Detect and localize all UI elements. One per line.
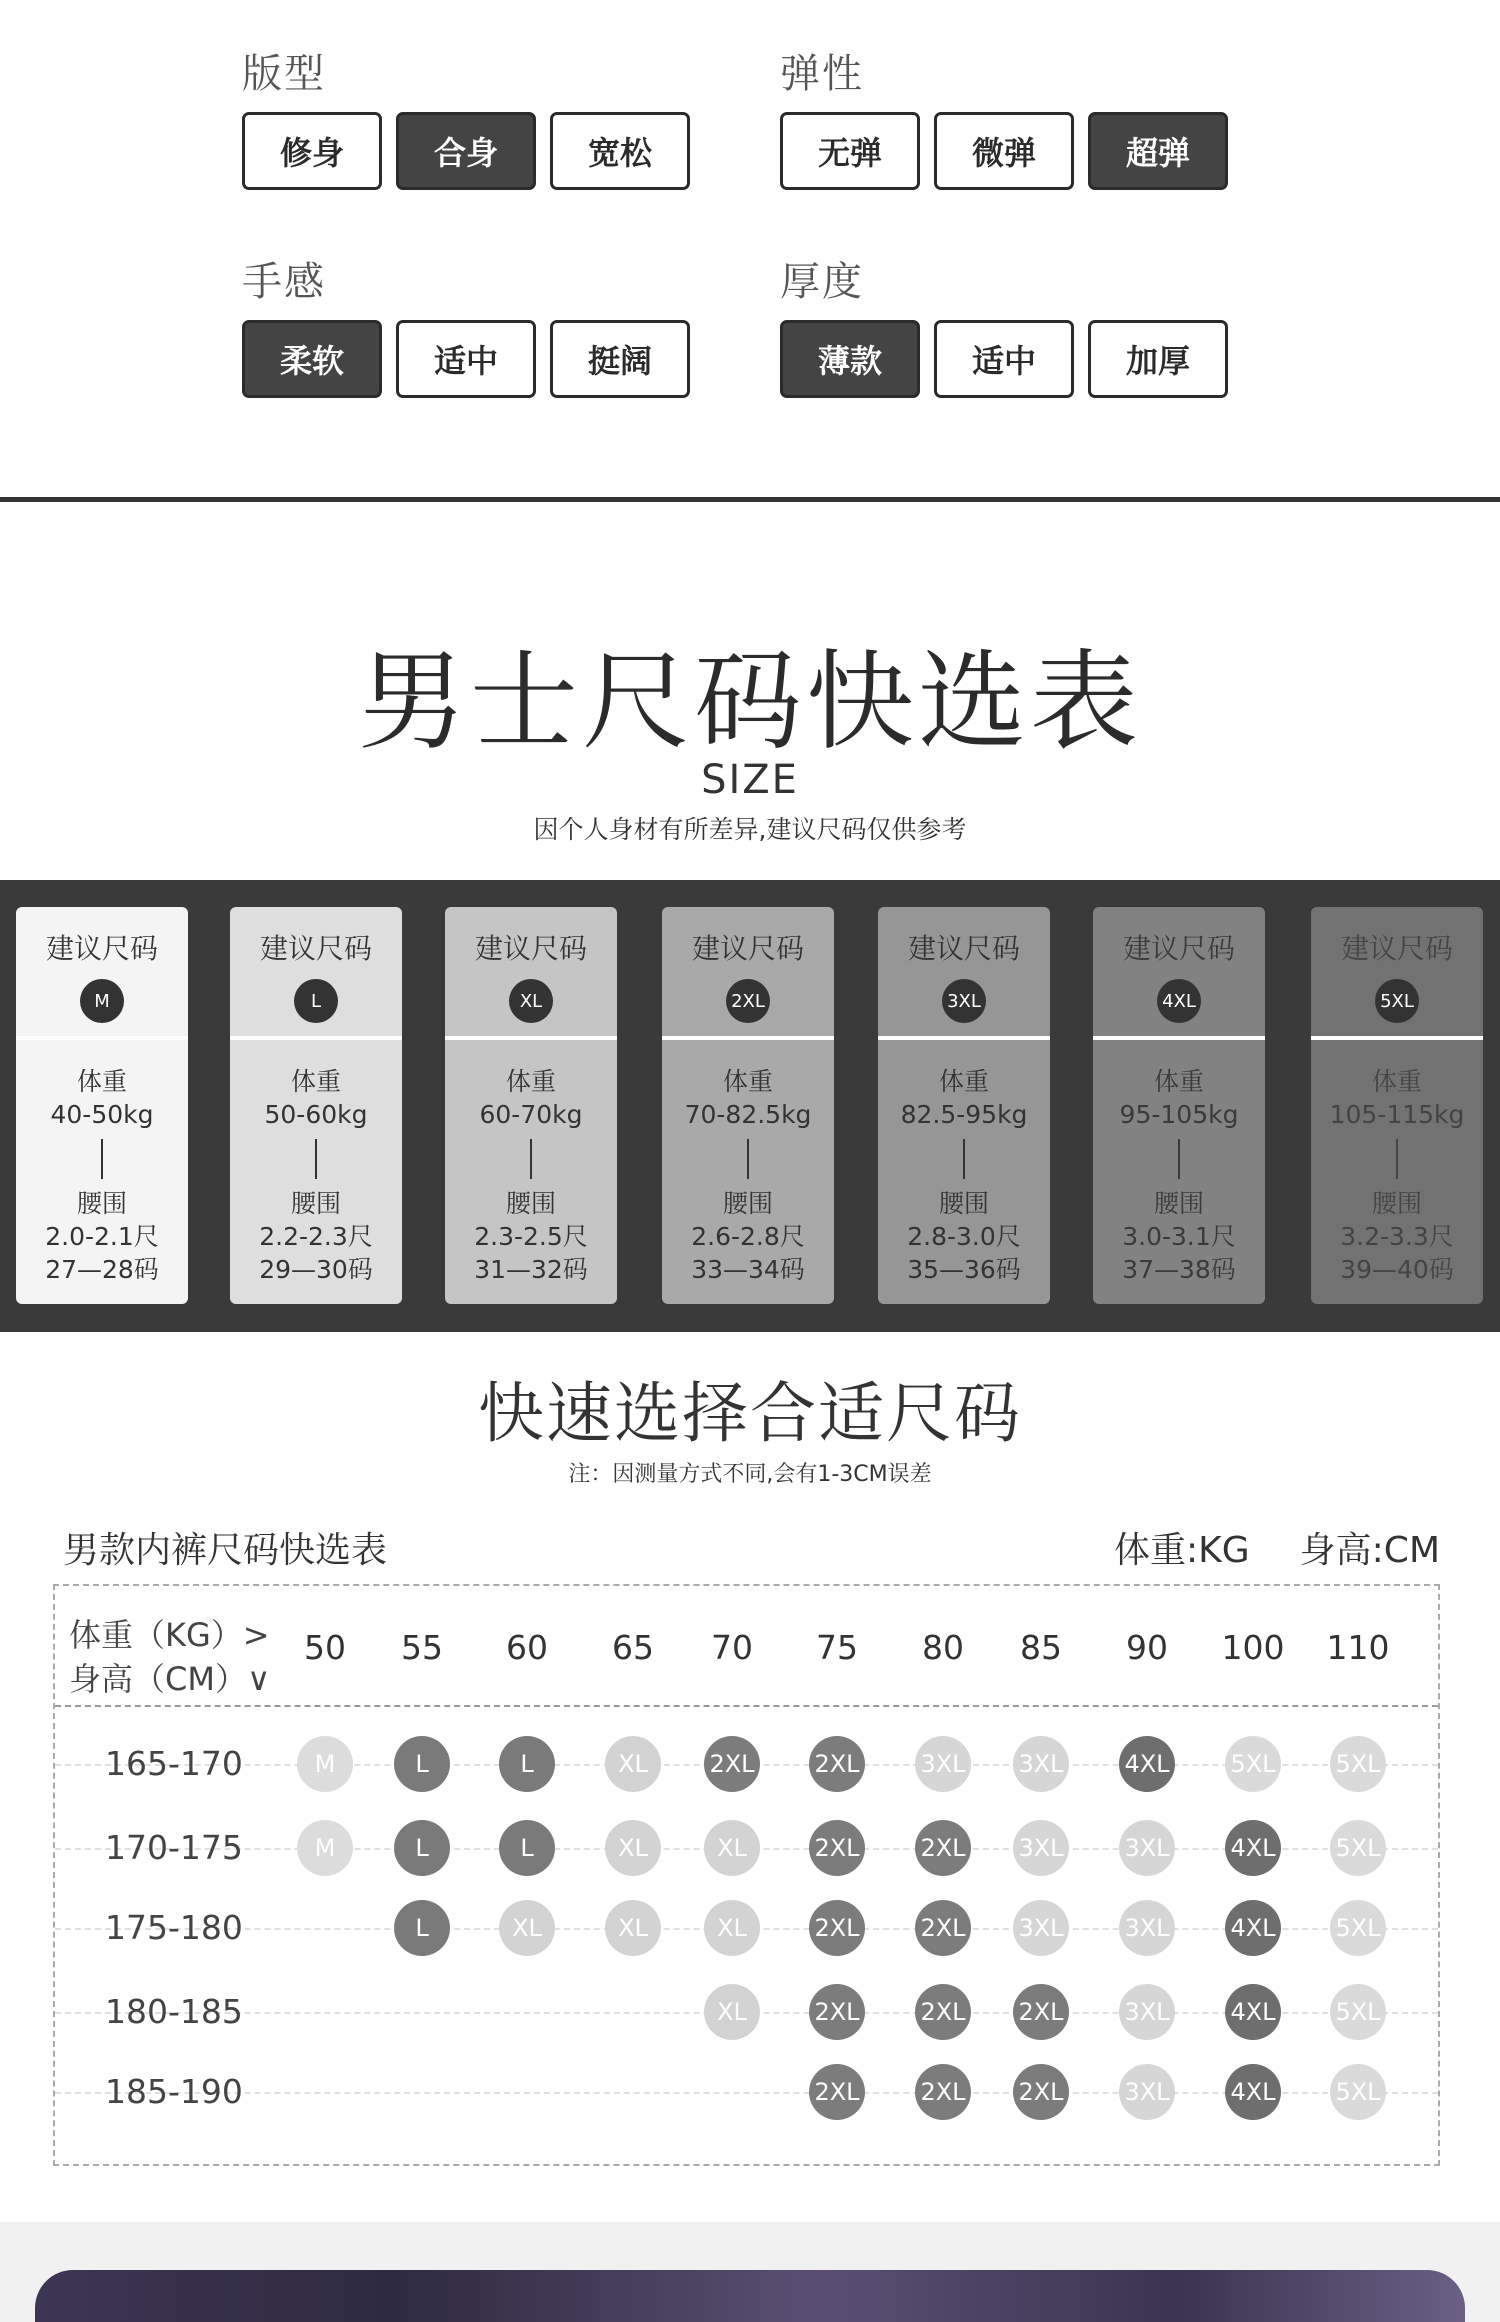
size-dot: L [394,1900,450,1956]
product-attributes [0,0,1500,500]
size-card [230,907,402,1304]
card-separator [530,1139,532,1179]
weight-value: 50-60kg [264,1100,368,1129]
attr-option-selected: 柔软 [242,320,382,398]
size-dot: XL [704,1984,760,2040]
size-dot: XL [499,1900,555,1956]
size-dot: 3XL [915,1736,971,1792]
size-dot: 2XL [809,1820,865,1876]
weight-column-header: 85 [1020,1628,1062,1667]
card-divider [662,1036,834,1040]
card-separator [315,1139,317,1179]
size-dot: M [297,1736,353,1792]
quick-select-title: 快速选择合适尺码 [478,1375,1022,1452]
size-badge: 2XL [726,979,770,1023]
weight-column-header: 100 [1221,1628,1285,1667]
height-row-label: 175-180 [105,1908,243,1947]
size-dot: 3XL [1119,1984,1175,2040]
table-caption: 男款内裤尺码快选表 [63,1530,388,1571]
size-badge: 4XL [1157,979,1201,1023]
weight-column-header: 110 [1326,1628,1390,1667]
weight-value: 95-105kg [1119,1100,1239,1129]
waist-chi: 3.0-3.1尺 [1122,1222,1236,1251]
attr-option-selected: 超弹 [1088,112,1228,190]
card-heading: 建议尺码 [45,932,158,965]
size-dot: L [499,1820,555,1876]
table-units [1114,1522,1440,1573]
card-separator [1178,1139,1180,1179]
card-heading: 建议尺码 [1340,932,1453,965]
size-badge: 5XL [1375,979,1419,1023]
axis-height-label: 身高（CM）∨ [69,1660,271,1698]
waist-code: 37—38码 [1122,1255,1236,1284]
size-dot: 2XL [809,1984,865,2040]
size-card [1311,907,1483,1304]
size-dot: 3XL [1119,1900,1175,1956]
waist-chi: 2.6-2.8尺 [691,1222,805,1251]
weight-column-header: 50 [304,1628,346,1667]
waist-label: 腰围 [505,1189,556,1218]
card-heading: 建议尺码 [259,932,372,965]
waist-code: 35—36码 [907,1255,1021,1284]
card-heading: 建议尺码 [691,932,804,965]
size-dot: L [394,1736,450,1792]
size-dot: 4XL [1225,2064,1281,2120]
weight-label: 体重 [290,1067,341,1096]
attr-option-selected: 薄款 [780,320,920,398]
attr-label: 版型 [242,51,326,97]
waist-label: 腰围 [290,1189,341,1218]
card-separator [747,1139,749,1179]
weight-column-header: 90 [1126,1628,1168,1667]
weight-label: 体重 [1153,1067,1204,1096]
section-divider [0,497,1500,502]
attr-option: 宽松 [550,112,690,190]
quick-select-note: 注：因测量方式不同,会有1-3CM误差 [568,1462,932,1487]
size-dot: XL [704,1900,760,1956]
waist-code: 39—40码 [1340,1255,1454,1284]
waist-chi: 2.3-2.5尺 [474,1222,588,1251]
attr-option-selected: 合身 [396,112,536,190]
size-dot: 4XL [1225,1984,1281,2040]
card-divider [1093,1036,1265,1040]
card-divider [16,1036,188,1040]
attr-group-feel [242,250,652,380]
attr-group-thickness [780,250,1190,380]
size-dot: XL [605,1736,661,1792]
size-dot: XL [605,1820,661,1876]
height-row-label: 185-190 [105,2072,243,2111]
size-badge: 3XL [942,979,986,1023]
weight-column-header: 75 [816,1628,858,1667]
waist-chi: 3.2-3.3尺 [1340,1222,1454,1251]
height-row-label: 165-170 [105,1744,243,1783]
waist-label: 腰围 [722,1189,773,1218]
size-card-band [0,880,1500,1332]
card-separator [1396,1139,1398,1179]
waist-label: 腰围 [1371,1189,1422,1218]
attr-option: 加厚 [1088,320,1228,398]
size-dot: 5XL [1330,2064,1386,2120]
attr-option: 修身 [242,112,382,190]
weight-label: 体重 [1371,1067,1422,1096]
size-dot: 3XL [1013,1736,1069,1792]
waist-chi: 2.8-3.0尺 [907,1222,1021,1251]
attr-label: 弹性 [780,51,864,97]
card-divider [1311,1036,1483,1040]
weight-value: 105-115kg [1329,1100,1465,1129]
size-dot: 2XL [809,1736,865,1792]
size-badge: M [80,979,124,1023]
card-divider [878,1036,1050,1040]
weight-column-header: 60 [506,1628,548,1667]
weight-label: 体重 [505,1067,556,1096]
weight-column-header: 70 [711,1628,753,1667]
weight-value: 82.5-95kg [900,1100,1028,1129]
size-dot: 4XL [1225,1900,1281,1956]
weight-value: 40-50kg [50,1100,154,1129]
size-dot: 4XL [1225,1820,1281,1876]
card-separator [963,1139,965,1179]
card-heading: 建议尺码 [907,932,1020,965]
size-dot: 3XL [1119,2064,1175,2120]
page-subtitle: SIZE [701,757,799,803]
size-dot: 2XL [1013,1984,1069,2040]
weight-value: 60-70kg [479,1100,583,1129]
size-dot: 5XL [1330,1820,1386,1876]
waist-code: 33—34码 [691,1255,805,1284]
size-card [445,907,617,1304]
size-dot: 2XL [704,1736,760,1792]
size-card [662,907,834,1304]
attr-group-elasticity [780,42,1190,172]
card-divider [230,1036,402,1040]
size-dot: 2XL [1013,2064,1069,2120]
unit-weight: 体重:KG [1114,1530,1250,1571]
weight-column-header: 80 [922,1628,964,1667]
weight-column-header: 65 [612,1628,654,1667]
waist-code: 27—28码 [45,1255,159,1284]
waist-label: 腰围 [76,1189,127,1218]
size-dot: 5XL [1330,1900,1386,1956]
waist-code: 31—32码 [474,1255,588,1284]
size-dot: 3XL [1013,1820,1069,1876]
weight-label: 体重 [722,1067,773,1096]
waist-label: 腰围 [938,1189,989,1218]
size-dot: 2XL [915,2064,971,2120]
size-dot: 5XL [1330,1984,1386,2040]
axis-weight-label: 体重（KG）> [69,1616,270,1654]
next-section-image [35,2270,1465,2322]
size-dot: 3XL [1119,1820,1175,1876]
size-dot: 3XL [1013,1900,1069,1956]
height-row-label: 180-185 [105,1992,243,2031]
unit-height: 身高:CM [1299,1530,1440,1571]
attr-group-fit [242,42,652,172]
waist-code: 29—30码 [259,1255,373,1284]
card-heading: 建议尺码 [474,932,587,965]
attr-option: 无弹 [780,112,920,190]
weight-label: 体重 [938,1067,989,1096]
attr-option: 适中 [396,320,536,398]
attr-option: 挺阔 [550,320,690,398]
size-dot: XL [704,1820,760,1876]
size-dot: 5XL [1330,1736,1386,1792]
size-dot: XL [605,1900,661,1956]
size-dot: 5XL [1225,1736,1281,1792]
size-table-header [55,1586,1438,1707]
size-dot: M [297,1820,353,1876]
size-dot: 2XL [915,1984,971,2040]
page-title: 男士尺码快选表 [357,640,1142,765]
size-badge: L [294,979,338,1023]
page-note: 因个人身材有所差异,建议尺码仅供参考 [533,815,967,844]
weight-value: 70-82.5kg [684,1100,812,1129]
attr-label: 手感 [242,259,326,305]
size-card [1093,907,1265,1304]
attr-option: 微弹 [934,112,1074,190]
height-row-label: 170-175 [105,1828,243,1867]
size-card [16,907,188,1304]
attr-label: 厚度 [780,259,864,305]
size-dot: 2XL [915,1900,971,1956]
size-table [53,1584,1440,2166]
waist-label: 腰围 [1153,1189,1204,1218]
attr-option: 适中 [934,320,1074,398]
card-separator [101,1139,103,1179]
size-dot: L [394,1820,450,1876]
size-dot: 2XL [915,1820,971,1876]
size-card [878,907,1050,1304]
size-dot: 2XL [809,1900,865,1956]
waist-chi: 2.2-2.3尺 [259,1222,373,1251]
size-dot: 2XL [809,2064,865,2120]
size-dot: L [499,1736,555,1792]
card-heading: 建议尺码 [1122,932,1235,965]
weight-label: 体重 [76,1067,127,1096]
size-badge: XL [509,979,553,1023]
waist-chi: 2.0-2.1尺 [45,1222,159,1251]
weight-column-header: 55 [401,1628,443,1667]
size-dot: 4XL [1119,1736,1175,1792]
card-divider [445,1036,617,1040]
